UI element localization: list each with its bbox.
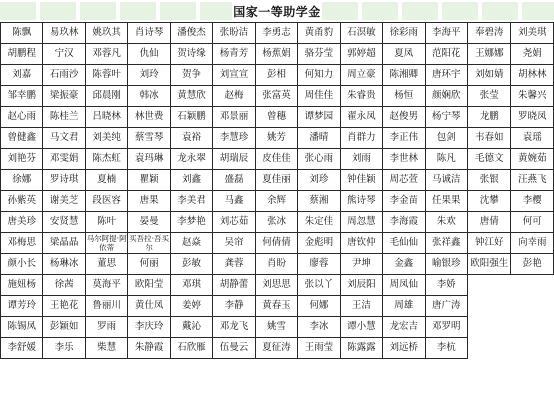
table-cell[interactable]: 尹坤	[340, 254, 382, 275]
table-cell[interactable]: 颜娴欣	[425, 86, 467, 107]
table-row	[1, 23, 554, 44]
table-row	[1, 86, 554, 107]
table-cell[interactable]: 仇仙	[128, 44, 170, 65]
table-cell[interactable]: 杨青芳	[213, 44, 255, 65]
table-cell[interactable]	[511, 275, 554, 296]
table-cell[interactable]: 胡林林	[511, 65, 554, 86]
table-cell[interactable]: 朱定佳	[298, 212, 340, 233]
table-cell[interactable]: 杨恒	[383, 86, 425, 107]
table-cell[interactable]: 陈湘卿	[383, 65, 425, 86]
table-cell[interactable]	[467, 317, 510, 338]
table-cell[interactable]: 肖群力	[340, 128, 382, 149]
table-cell[interactable]: 罗雨	[85, 317, 127, 338]
table-cell[interactable]: 吴帘	[213, 233, 255, 254]
table-cell[interactable]: 张富英	[255, 86, 297, 107]
table-cell[interactable]	[511, 317, 554, 338]
table-cell[interactable]: 袁瑶	[511, 128, 554, 149]
table-cell[interactable]: 翟永凤	[340, 107, 382, 128]
table-cell[interactable]: 欧阳强生	[467, 254, 510, 275]
table-cell[interactable]: 包剑	[425, 128, 467, 149]
table-row	[1, 275, 554, 296]
table-row	[1, 317, 554, 338]
table-cell[interactable]: 段医容	[85, 191, 127, 212]
table-cell[interactable]: 袁玛琳	[128, 149, 170, 170]
table-cell[interactable]: 龚蓉	[213, 254, 255, 275]
table-cell[interactable]: 梁振豪	[43, 86, 85, 107]
table-cell[interactable]: 李海霞	[383, 212, 425, 233]
table-cell[interactable]	[467, 275, 510, 296]
table-cell[interactable]: 皮佳佳	[255, 149, 297, 170]
table-cell[interactable]: 鲁丽川	[85, 296, 127, 317]
table-cell[interactable]: 唐倩	[467, 212, 510, 233]
table-cell[interactable]: 夏征涛	[255, 338, 297, 359]
table-row	[1, 212, 554, 233]
table-cell[interactable]: 邱晨刚	[85, 86, 127, 107]
table-cell[interactable]: 任果果	[425, 191, 467, 212]
table-cell[interactable]: 陈杰虹	[85, 149, 127, 170]
name-table	[0, 22, 554, 359]
table-cell[interactable]: 徐彩雨	[383, 23, 425, 44]
table-cell[interactable]: 肖诗琴	[128, 23, 170, 44]
table-cell[interactable]: 马文君	[43, 128, 85, 149]
table-cell[interactable]: 张以丫	[298, 275, 340, 296]
table-cell[interactable]: 肖盼	[255, 254, 297, 275]
table-row	[1, 170, 554, 191]
table-cell[interactable]: 贺诗缘	[170, 44, 212, 65]
table-cell[interactable]: 张心雨	[298, 149, 340, 170]
table-cell[interactable]: 陈露露	[340, 338, 382, 359]
table-cell[interactable]: 唐果	[128, 191, 170, 212]
table-cell[interactable]: 郭婷超	[340, 44, 382, 65]
table-cell[interactable]: 李冰	[298, 317, 340, 338]
table-cell[interactable]: 赵俊男	[383, 107, 425, 128]
table-cell[interactable]: 邓琪	[170, 275, 212, 296]
table-cell[interactable]: 邓罗明	[425, 317, 467, 338]
table-row	[1, 65, 554, 86]
table-cell[interactable]: 黄甬豹	[298, 23, 340, 44]
table-cell[interactable]: 彭相	[255, 65, 297, 86]
table-cell[interactable]: 石雨沙	[43, 65, 85, 86]
table-cell[interactable]: 刘雨	[340, 149, 382, 170]
table-cell[interactable]: 胡静蕾	[213, 275, 255, 296]
table-cell[interactable]: 余辉	[255, 191, 297, 212]
table-cell[interactable]: 刘宣宣	[213, 65, 255, 86]
table-cell[interactable]: 谭小慧	[340, 317, 382, 338]
table-cell[interactable]: 李勇志	[255, 23, 297, 44]
table-cell[interactable]: 李金苗	[383, 191, 425, 212]
table-cell[interactable]: 夏楠	[85, 170, 127, 191]
table-cell[interactable]: 谭芳玲	[1, 296, 43, 317]
table-cell[interactable]: 刘美纯	[85, 128, 127, 149]
table-cell[interactable]: 易玖林	[43, 23, 85, 44]
table-row	[1, 44, 554, 65]
table-cell[interactable]: 罗诗琪	[43, 170, 85, 191]
table-cell[interactable]: 蔡雪琴	[128, 128, 170, 149]
table-cell[interactable]: 邓景丽	[213, 107, 255, 128]
table-cell[interactable]: 陈锡凤	[1, 317, 43, 338]
table-cell[interactable]: 唐环宇	[425, 65, 467, 86]
table-cell[interactable]: 黄仕凤	[128, 296, 170, 317]
table-cell[interactable]: 沈攀	[467, 191, 510, 212]
table-cell[interactable]: 骆芬莹	[298, 44, 340, 65]
table-cell[interactable]: 金彪明	[298, 233, 340, 254]
table-cell[interactable]: 熊诗琴	[340, 191, 382, 212]
table-cell[interactable]: 王娜娜	[467, 44, 510, 65]
table-cell[interactable]: 李娇	[425, 275, 467, 296]
table-cell[interactable]: 刘思思	[255, 275, 297, 296]
table-cell[interactable]: 潘俊杰	[170, 23, 212, 44]
table-cell[interactable]	[511, 338, 554, 359]
table-cell[interactable]: 刘如婧	[467, 65, 510, 86]
table-cell[interactable]: 徐茜	[43, 275, 85, 296]
table-cell[interactable]: 黄春玉	[255, 296, 297, 317]
table-cell[interactable]: 唐美珍	[1, 212, 43, 233]
table-cell[interactable]: 陈蓉叶	[85, 65, 127, 86]
table-cell[interactable]: 颜小长	[1, 254, 43, 275]
table-cell[interactable]: 孙紫英	[1, 191, 43, 212]
table-cell[interactable]: 李正伟	[383, 128, 425, 149]
table-cell[interactable]: 盛磊	[213, 170, 255, 191]
table-cell[interactable]: 钟佳颖	[340, 170, 382, 191]
page-title: 国家一等助学金	[233, 5, 321, 19]
table-cell[interactable]: 罗晓凤	[511, 107, 554, 128]
table-cell[interactable]: 周立豪	[340, 65, 382, 86]
table-cell[interactable]: 杨宁琴	[425, 107, 467, 128]
table-cell[interactable]: 胡鹏程	[1, 44, 43, 65]
table-cell[interactable]: 何可	[511, 212, 554, 233]
table-cell[interactable]: 何知力	[298, 65, 340, 86]
table-row	[1, 338, 554, 359]
table-cell[interactable]: 马诚洁	[425, 170, 467, 191]
table-cell[interactable]: 喻银珍	[425, 254, 467, 275]
table-row	[1, 149, 554, 170]
table-cell[interactable]: 黄慧欣	[170, 86, 212, 107]
table-cell[interactable]: 毛仙仙	[383, 233, 425, 254]
table-cell[interactable]: 李海平	[425, 23, 467, 44]
table-cell[interactable]: 曾健鑫	[1, 128, 43, 149]
table-cell[interactable]: 姚芳	[255, 128, 297, 149]
table-cell[interactable]: 买吾拉·吾买尔	[129, 234, 170, 252]
table-cell[interactable]: 龙永翠	[170, 149, 212, 170]
table-cell[interactable]: 张盼洁	[213, 23, 255, 44]
table-cell[interactable]: 莫海平	[85, 275, 127, 296]
table-cell[interactable]: 吕晓林	[85, 107, 127, 128]
table-cell[interactable]: 夏佳丽	[255, 170, 297, 191]
table-cell[interactable]: 李樱	[511, 191, 554, 212]
table-cell[interactable]: 伍曼云	[213, 338, 255, 359]
table-cell[interactable]: 何娜	[298, 296, 340, 317]
table-cell[interactable]: 唐钦仲	[340, 233, 382, 254]
table-cell[interactable]: 尧娟	[511, 44, 554, 65]
table-cell[interactable]: 刘玲	[128, 65, 170, 86]
table-cell[interactable]: 陈叶	[85, 212, 127, 233]
table-cell[interactable]: 龙鹏	[467, 107, 510, 128]
table-cell[interactable]	[511, 296, 554, 317]
table-cell[interactable]: 邓蓉凡	[85, 44, 127, 65]
table-cell[interactable]: 柴慧	[85, 338, 127, 359]
table-cell[interactable]: 瞿颖	[128, 170, 170, 191]
table-cell[interactable]: 马尔阿提·阿依蒂	[86, 234, 127, 252]
table-cell[interactable]: 廖蓉	[298, 254, 340, 275]
table-cell[interactable]: 周芯萱	[383, 170, 425, 191]
table-cell[interactable]: 周佳佳	[298, 86, 340, 107]
table-cell[interactable]: 彭艳	[511, 254, 554, 275]
table-cell[interactable]: 曾穗	[255, 107, 297, 128]
table-cell[interactable]: 刘远桥	[383, 338, 425, 359]
table-row	[1, 128, 554, 149]
table-cell[interactable]: 贺争	[170, 65, 212, 86]
table-cell[interactable]: 杨琳冰	[43, 254, 85, 275]
table-row	[1, 233, 554, 254]
table-cell[interactable]: 刘辰阳	[340, 275, 382, 296]
table-cell[interactable]	[467, 338, 510, 359]
table-cell[interactable]: 李杭	[425, 338, 467, 359]
table-cell[interactable]: 李舒媛	[1, 338, 43, 359]
table-row	[1, 191, 554, 212]
table-cell[interactable]: 周凤仙	[383, 275, 425, 296]
table-cell[interactable]: 徐娜	[1, 170, 43, 191]
table-cell[interactable]: 林世费	[128, 107, 170, 128]
table-cell[interactable]: 韩冰	[128, 86, 170, 107]
table-cell[interactable]: 黄婉茹	[511, 149, 554, 170]
table-cell[interactable]: 杨蕉娟	[255, 44, 297, 65]
table-cell[interactable]: 李乐	[43, 338, 85, 359]
table-cell[interactable]: 戴沁	[170, 317, 212, 338]
table-cell[interactable]: 唐广涛	[425, 296, 467, 317]
table-cell[interactable]: 李美君	[170, 191, 212, 212]
table-cell[interactable]: 李庆玲	[128, 317, 170, 338]
table-cell[interactable]: 谢美芝	[43, 191, 85, 212]
table-cell[interactable]: 彭敏	[170, 254, 212, 275]
table-cell[interactable]: 龙宏吉	[383, 317, 425, 338]
table-cell[interactable]: 朱睿贵	[340, 86, 382, 107]
table-cell[interactable]: 刘鑫	[170, 170, 212, 191]
table-cell[interactable]: 夏凤	[383, 44, 425, 65]
table-cell[interactable]: 朱馨兴	[511, 86, 554, 107]
table-cell[interactable]: 韦春如	[467, 128, 510, 149]
table-cell[interactable]: 朱欢	[425, 212, 467, 233]
table-cell[interactable]: 李静	[213, 296, 255, 317]
table-cell[interactable]	[467, 296, 510, 317]
table-cell[interactable]: 陈飘	[1, 23, 43, 44]
table-cell[interactable]: 欧阳莹	[128, 275, 170, 296]
table-cell[interactable]: 李慧珍	[213, 128, 255, 149]
table-cell[interactable]: 奉碧涛	[467, 23, 510, 44]
table-cell[interactable]: 李梦艳	[170, 212, 212, 233]
table-row	[1, 296, 554, 317]
table-cell[interactable]: 蔡湘	[298, 191, 340, 212]
table-cell[interactable]: 石欣雁	[170, 338, 212, 359]
table-cell[interactable]: 刘珍	[298, 170, 340, 191]
table-cell[interactable]: 陈凡	[425, 149, 467, 170]
table-cell[interactable]: 邹幸鹏	[1, 86, 43, 107]
table-cell[interactable]: 张莹	[467, 86, 510, 107]
table-cell[interactable]: 袁裕	[170, 128, 212, 149]
table-cell[interactable]: 姜婷	[170, 296, 212, 317]
table-cell[interactable]: 宁汉	[43, 44, 85, 65]
table-cell[interactable]: 金鑫	[383, 254, 425, 275]
table-cell[interactable]: 潘晴	[298, 128, 340, 149]
table-cell[interactable]: 何丽	[128, 254, 170, 275]
table-cell[interactable]: 董思	[85, 254, 127, 275]
table-cell[interactable]: 彭颖如	[43, 317, 85, 338]
table-cell[interactable]: 何倩倩	[255, 233, 297, 254]
table-cell[interactable]: 张银	[467, 170, 510, 191]
table-cell[interactable]: 张祥鑫	[425, 233, 467, 254]
table-cell[interactable]: 刘芯茹	[213, 212, 255, 233]
table-cell[interactable]: 汪燕飞	[511, 170, 554, 191]
table-cell[interactable]: 邓梅思	[1, 233, 43, 254]
table-cell[interactable]: 施妞杨	[1, 275, 43, 296]
table-cell[interactable]: 王洁	[340, 296, 382, 317]
table-cell[interactable]: 姚雪	[255, 317, 297, 338]
table-cell[interactable]: 赵梅	[213, 86, 255, 107]
table-cell[interactable]: 张冰	[255, 212, 297, 233]
table-cell[interactable]: 石溟敏	[340, 23, 382, 44]
table-cell[interactable]: 刘美琪	[511, 23, 554, 44]
table-cell[interactable]: 刘艳芬	[1, 149, 43, 170]
table-cell[interactable]: 钟江好	[467, 233, 510, 254]
table-cell[interactable]: 姚玖其	[85, 23, 127, 44]
table-cell[interactable]: 赵心雨	[1, 107, 43, 128]
table-cell[interactable]: 邓雯娟	[43, 149, 85, 170]
table-cell[interactable]: 毛德文	[467, 149, 510, 170]
table-cell[interactable]: 范阳花	[425, 44, 467, 65]
table-row	[1, 254, 554, 275]
table-cell[interactable]: 刘嘉	[1, 65, 43, 86]
table-cell[interactable]: 谭梦园	[298, 107, 340, 128]
table-cell[interactable]: 李世林	[383, 149, 425, 170]
table-cell[interactable]: 梁晶晶	[43, 233, 85, 254]
table-cell[interactable]: 安贤慧	[43, 212, 85, 233]
table-row	[1, 107, 554, 128]
table-cell[interactable]: 王艳花	[43, 296, 85, 317]
table-cell[interactable]: 陈桂兰	[43, 107, 85, 128]
table-cell[interactable]: 石颖鹏	[170, 107, 212, 128]
table-cell[interactable]: 邓龙飞	[213, 317, 255, 338]
table-cell[interactable]: 周雄	[383, 296, 425, 317]
table-cell[interactable]: 周忽慧	[340, 212, 382, 233]
table-cell[interactable]: 向幸雨	[511, 233, 554, 254]
table-cell[interactable]: 赵焱	[170, 233, 212, 254]
table-cell[interactable]: 王雨莹	[298, 338, 340, 359]
table-cell[interactable]: 胡瑞辰	[213, 149, 255, 170]
table-cell[interactable]: 晏曼	[128, 212, 170, 233]
table-cell[interactable]: 朱静霞	[128, 338, 170, 359]
table-cell[interactable]: 马鑫	[213, 191, 255, 212]
